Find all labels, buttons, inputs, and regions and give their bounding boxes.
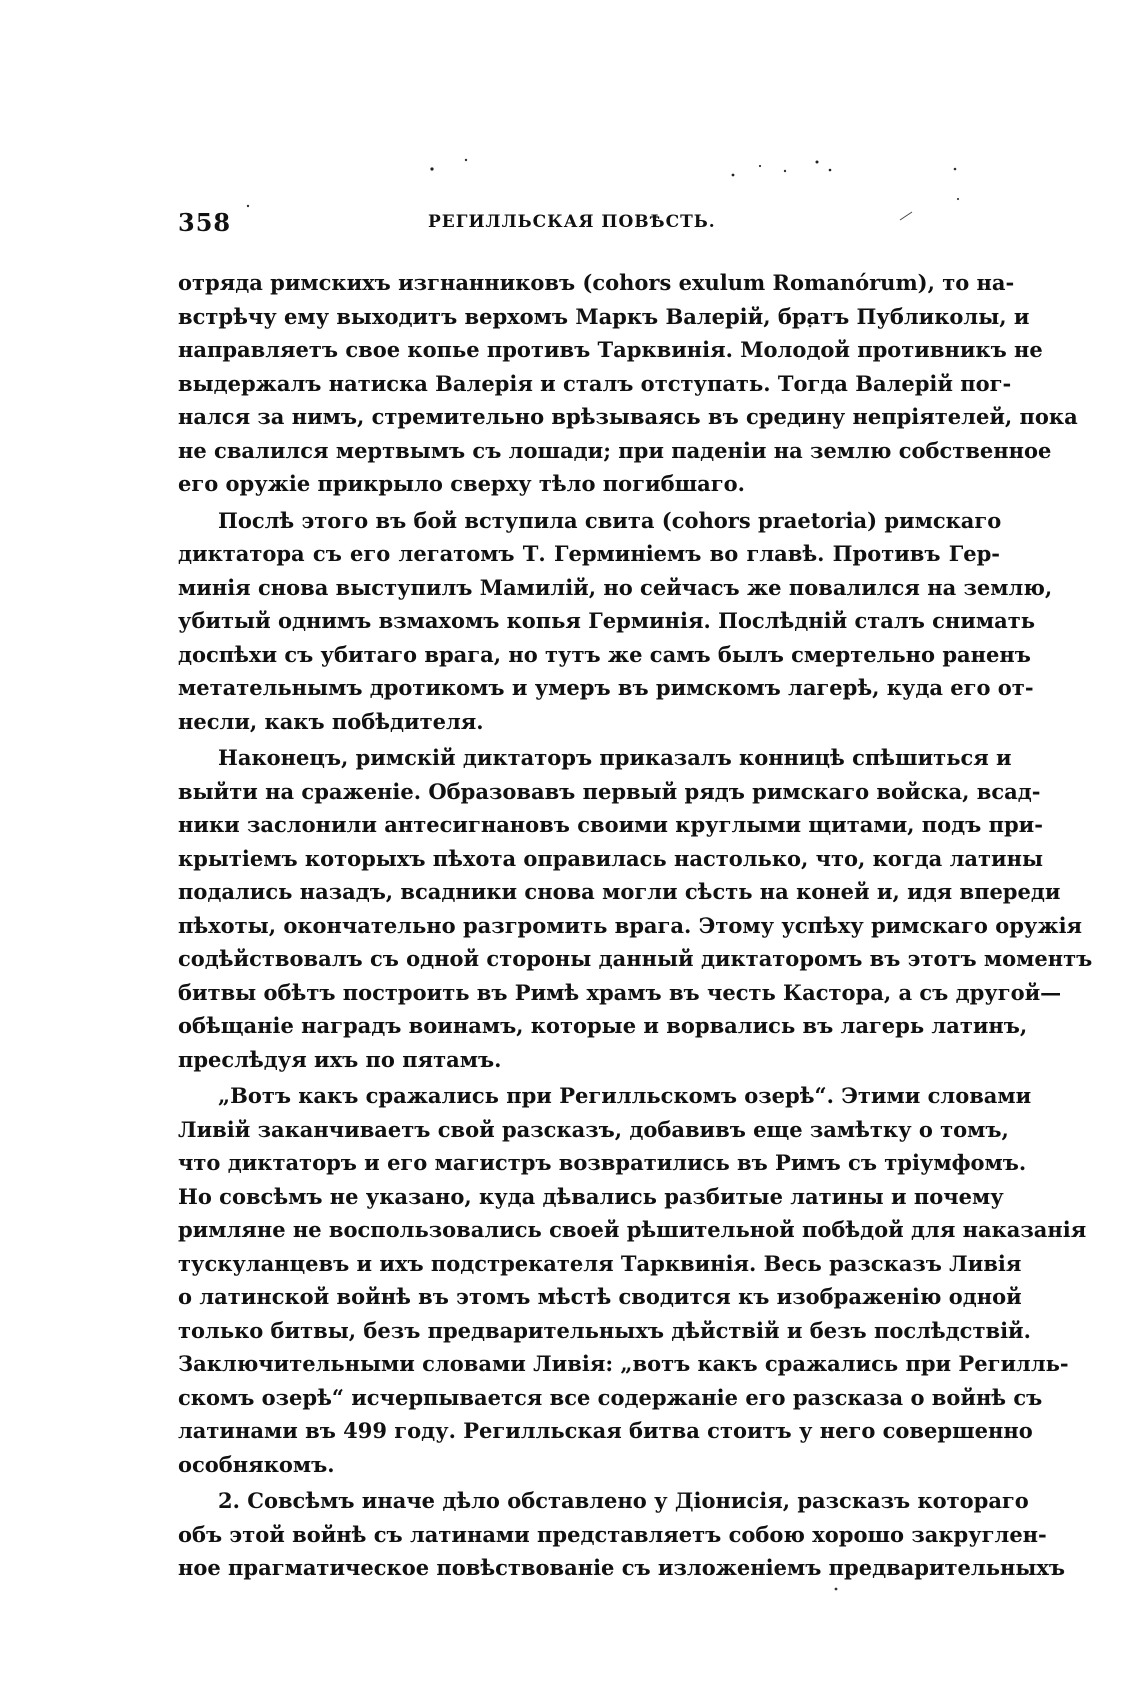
text-line: тускуланцевъ и ихъ подстрекателя Тарквинія. Весь разсказъ Ливія xyxy=(178,1250,1022,1276)
text-line: особнякомъ. xyxy=(178,1451,335,1477)
text-line: скомъ озерѣ“ исчерпывается все содержаніе его разсказа о войнѣ съ xyxy=(178,1384,1043,1410)
text-line: отряда римскихъ изгнанниковъ (cohors exulum Romanórum), то на- xyxy=(178,270,1015,295)
text-line: не свалился мертвымъ съ лошади; при паденіи на землю собственное xyxy=(178,437,1052,463)
paragraph-1 xyxy=(178,266,1078,501)
page-number: 358 xyxy=(178,208,232,237)
text-line: „Вотъ какъ сражались при Регилльскомъ озерѣ“. Этими словами xyxy=(218,1083,1032,1108)
text-line: Послѣ этого въ бой вступила свита (cohors praetoria) римскаго xyxy=(218,507,1002,533)
paragraph-5 xyxy=(178,1484,1066,1585)
text-line: ники заслонили антесигнановъ своими круглыми щитами, подъ при- xyxy=(178,812,1043,837)
text-line: доспѣхи съ убитаго врага, но тутъ же самъ былъ смертельно раненъ xyxy=(178,641,1031,667)
text-line: Заключительными словами Ливія: „вотъ какъ сражались при Регилль- xyxy=(178,1351,1069,1376)
paragraph-3 xyxy=(178,741,1093,1076)
paragraph-2 xyxy=(178,504,1053,739)
text-line: диктатора съ его легатомъ Т. Герминіемъ во главѣ. Противъ Гер- xyxy=(178,541,1000,566)
text-line: минія снова выступилъ Мамилій, но сейчасъ же повалился на землю, xyxy=(178,574,1053,600)
text-line: его оружіе прикрыло сверху тѣло погибшаго. xyxy=(178,471,745,496)
text-line: убитый однимъ взмахомъ копья Герминія. Послѣдній сталъ снимать xyxy=(178,608,1035,633)
text-line: направляетъ свое копье противъ Тарквинія. Молодой противникъ не xyxy=(178,337,1043,362)
text-line: содѣйствовалъ съ одной стороны данный диктаторомъ въ этотъ моментъ xyxy=(178,946,1093,971)
text-line: выйти на сраженіе. Образовавъ первый рядъ римскаго войска, всад- xyxy=(178,778,1041,804)
text-line: несли, какъ побѣдителя. xyxy=(178,708,484,734)
running-head: РЕГИЛЛЬСКАЯ ПОВѢСТЬ. xyxy=(428,212,716,232)
paragraph-4 xyxy=(178,1079,1087,1481)
text-line: выдержалъ натиска Валерія и сталъ отступать. Тогда Валерій пог- xyxy=(178,370,1012,396)
text-line: римляне не воспользовались своей рѣшительной побѣдой для наказанія xyxy=(178,1217,1087,1242)
text-line: что диктаторъ и его магистръ возвратились въ Римъ съ тріумфомъ. xyxy=(178,1150,1027,1175)
text-line: преслѣдуя ихъ по пятамъ. xyxy=(178,1046,502,1072)
text-line: крытіемъ которыхъ пѣхота оправилась настолько, что, когда латины xyxy=(178,845,1043,871)
text-line: ное прагматическое повѣствованіе съ изложеніемъ предварительныхъ xyxy=(178,1555,1066,1580)
text-line: метательнымъ дротикомъ и умеръ въ римскомъ лагерѣ, куда его от- xyxy=(178,675,1034,700)
body-text xyxy=(178,266,1093,1588)
text-line: встрѣчу ему выходитъ верхомъ Маркъ Валерій, братъ Публиколы, и xyxy=(178,303,1030,329)
text-line: обѣщаніе наградъ воинамъ, которые и ворвались въ лагерь латинъ, xyxy=(178,1013,1028,1038)
text-line: Но совсѣмъ не указано, куда дѣвались разбитые латины и почему xyxy=(178,1183,1004,1209)
text-line: латинами въ 499 году. Регилльская битва стоитъ у него совершенно xyxy=(178,1418,1033,1443)
text-line: нался за нимъ, стремительно врѣзываясь въ средину непріятелей, пока xyxy=(178,404,1078,429)
text-line: подались назадъ, всадники снова могли сѣсть на коней и, идя впереди xyxy=(178,879,1061,904)
text-line: битвы обѣтъ построить въ Римѣ храмъ въ честь Кастора, а съ другой— xyxy=(178,979,1062,1005)
text-line: Наконецъ, римскій диктаторъ приказалъ конницѣ спѣшиться и xyxy=(218,745,1012,770)
page-header xyxy=(178,208,1000,244)
text-line: 2. Совсѣмъ иначе дѣло обставлено у Діонисія, разсказъ котораго xyxy=(218,1488,1029,1513)
text-line: только битвы, безъ предварительныхъ дѣйствій и безъ послѣдствій. xyxy=(178,1317,1031,1343)
text-line: о латинской войнѣ въ этомъ мѣстѣ сводится къ изображенію одной xyxy=(178,1284,1022,1309)
text-line: объ этой войнѣ съ латинами представляетъ собою хорошо закруглен- xyxy=(178,1521,1047,1547)
text-line: Ливій заканчиваетъ свой разсказъ, добавивъ еще замѣтку о томъ, xyxy=(178,1116,1009,1142)
text-line: пѣхоты, окончательно разгромить врага. Этому успѣху римскаго оружія xyxy=(178,912,1083,938)
